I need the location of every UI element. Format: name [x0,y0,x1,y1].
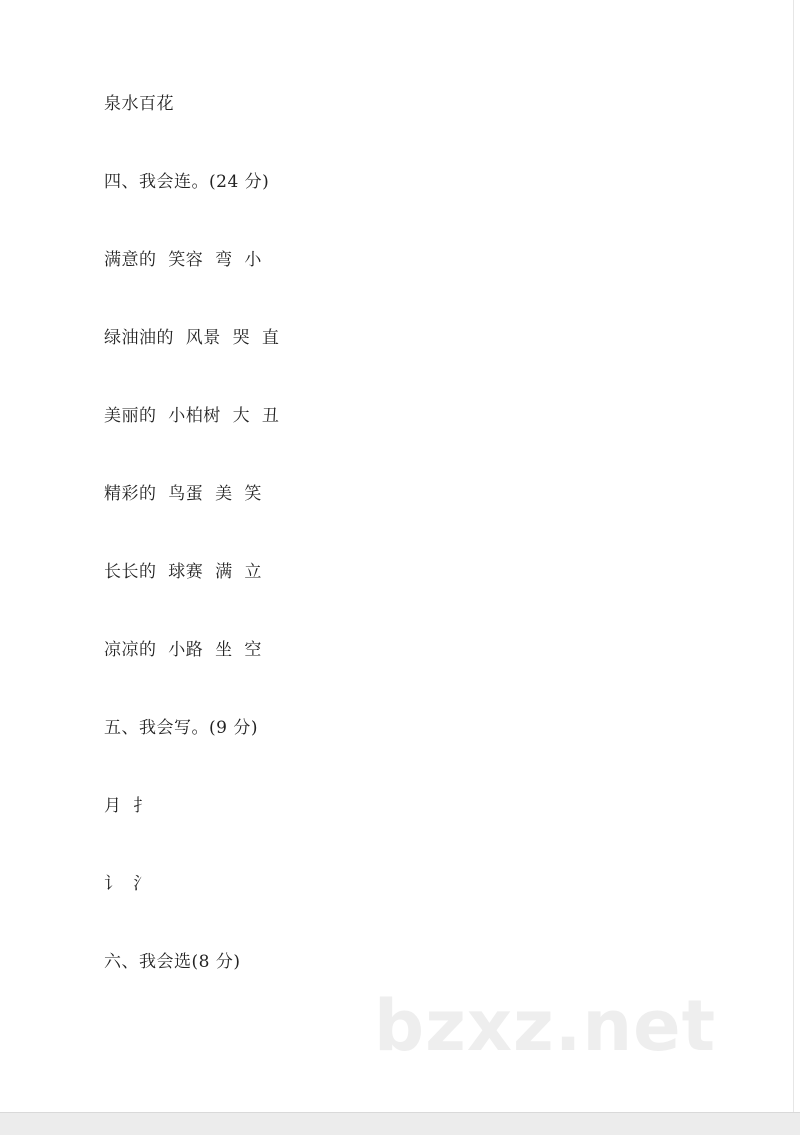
match-row-4: 精彩的 鸟蛋 美 笑 [104,484,262,504]
match-row-2: 绿油油的 风景 哭 直 [104,328,280,348]
viewer-bottom-edge [0,1112,800,1135]
radical-row-2: 讠 氵 [104,874,151,894]
radical-row-1: 月 扌 [104,796,151,816]
section-4-heading: 四、我会连。(24 分) [104,172,270,192]
match-row-1: 满意的 笑容 弯 小 [104,250,262,270]
text-line-1: 泉水百花 [104,94,174,114]
section-6-heading: 六、我会选(8 分) [104,952,241,972]
match-row-5: 长长的 球赛 满 立 [104,562,262,582]
match-row-3: 美丽的 小柏树 大 丑 [104,406,280,426]
match-row-6: 凉凉的 小路 坐 空 [104,640,262,660]
section-5-heading: 五、我会写。(9 分) [104,718,258,738]
watermark: bzxz.net [374,985,717,1067]
